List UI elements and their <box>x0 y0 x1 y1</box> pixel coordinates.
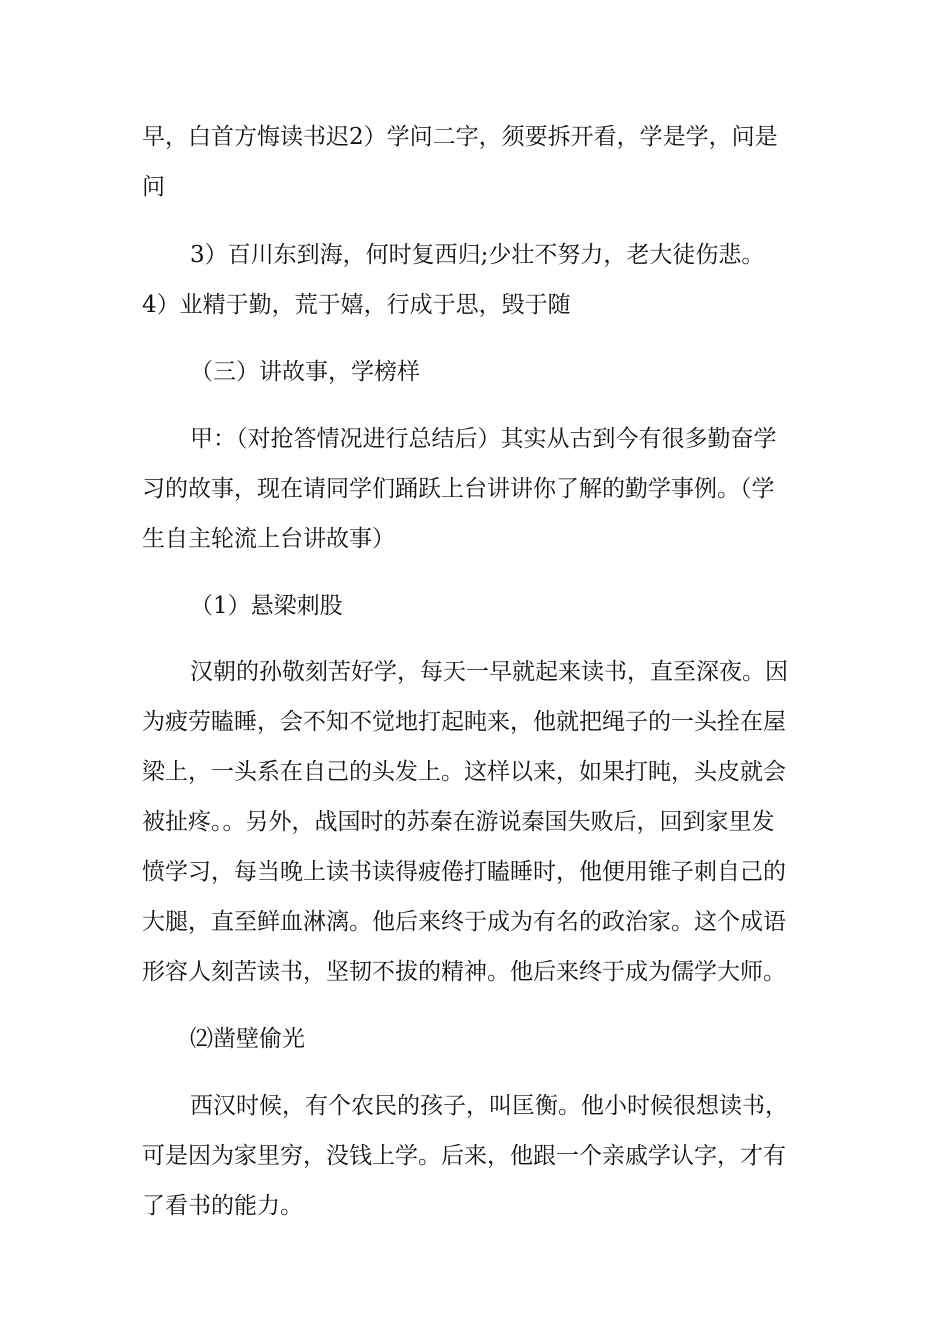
text-line: 愤学习，每当晚上读书读得疲倦打瞌睡时，他便用锥子刺自己的 <box>142 859 786 885</box>
text-line: 习的故事，现在请同学们踊跃上台讲讲你了解的勤学事例。（学 <box>142 476 775 502</box>
story-heading: （1）悬梁刺股 <box>190 593 343 619</box>
text-line: 生自主轮流上台讲故事） <box>142 526 395 552</box>
text-line: 形容人刻苦读书，坚韧不拔的精神。他后来终于成为儒学大师。 <box>142 959 786 985</box>
text-line: 梁上，一头系在自己的头发上。这样以来，如果打盹，头皮就会 <box>142 759 786 785</box>
text-line: 可是因为家里穷，没钱上学。后来，他跟一个亲戚学认字，才有 <box>142 1143 786 1169</box>
text-line: 了看书的能力。 <box>142 1193 303 1219</box>
text-line: 大腿，直至鲜血淋漓。他后来终于成为有名的政治家。这个成语 <box>142 909 786 935</box>
text-line: 被扯疼。。另外，战国时的苏秦在游说秦国失败后，回到家里发 <box>142 809 775 835</box>
text-line: 汉朝的孙敬刻苦好学，每天一早就起来读书，直至深夜。因 <box>190 659 788 685</box>
story-heading: ⑵凿壁偷光 <box>190 1026 305 1052</box>
text-line: 西汉时候，有个农民的孩子，叫匡衡。他小时候很想读书， <box>190 1093 788 1119</box>
text-line: 为疲劳瞌睡，会不知不觉地打起盹来，他就把绳子的一头拴在屋 <box>142 709 786 735</box>
text-line: 3）百川东到海，何时复西归;少壮不努力，老大徒伤悲。 <box>190 242 765 268</box>
section-heading: （三）讲故事，学榜样 <box>190 359 420 385</box>
text-line: 甲：（对抢答情况进行总结后）其实从古到今有很多勤奋学 <box>190 426 777 452</box>
text-line: 早，白首方悔读书迟2）学问二字，须要拆开看，学是学，问是 <box>142 124 778 150</box>
text-line: 4）业精于勤，荒于嬉，行成于思，毁于随 <box>142 292 571 318</box>
text-line: 问 <box>142 174 165 200</box>
